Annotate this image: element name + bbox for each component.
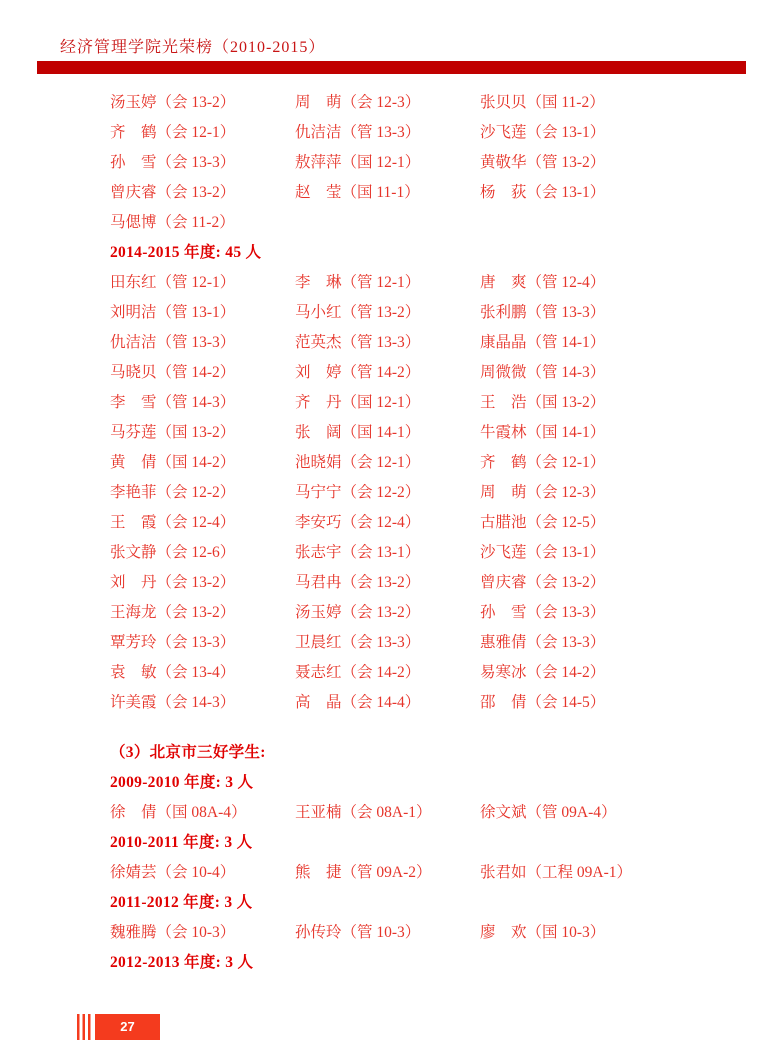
name-entry: 卫晨红（会 13-3）: [295, 634, 421, 651]
name-entry: 杨 荻（会 13-1）: [480, 184, 606, 201]
section-heading-row: [110, 888, 750, 918]
name-entry: 齐 鹤（会 12-1）: [480, 454, 606, 471]
section-heading-row: [110, 948, 750, 978]
name-list-row: [110, 508, 750, 538]
name-entry: 马芬莲（国 13-2）: [110, 424, 236, 441]
name-entry: 沙飞莲（会 13-1）: [480, 124, 606, 141]
name-entry: 张利鹏（管 13-3）: [480, 304, 606, 321]
name-entry: 徐婧芸（会 10-4）: [110, 864, 236, 881]
name-entry: 刘 婷（管 14-2）: [295, 364, 421, 381]
section-heading: 2014-2015 年度: 45 人: [110, 244, 262, 261]
name-entry: 刘 丹（会 13-2）: [110, 574, 236, 591]
name-entry: 周 萌（会 12-3）: [480, 484, 606, 501]
name-entry: 康晶晶（管 14-1）: [480, 334, 606, 351]
name-entry: 沙飞莲（会 13-1）: [480, 544, 606, 561]
name-list-row: [110, 88, 750, 118]
name-entry: 马宁宁（会 12-2）: [295, 484, 421, 501]
name-list-row: [110, 118, 750, 148]
name-entry: 王 浩（国 13-2）: [480, 394, 606, 411]
name-entry: 王 霞（会 12-4）: [110, 514, 236, 531]
name-list-row: [110, 208, 750, 238]
name-entry: 覃芳玲（会 13-3）: [110, 634, 236, 651]
name-entry: 仇洁洁（管 13-3）: [110, 334, 236, 351]
name-entry: 张贝贝（国 11-2）: [480, 94, 605, 111]
name-list-row: [110, 418, 750, 448]
name-list-row: [110, 148, 750, 178]
name-entry: 廖 欢（国 10-3）: [480, 924, 606, 941]
name-list-row: [110, 388, 750, 418]
name-entry: 马偲博（会 11-2）: [110, 214, 235, 231]
name-entry: 高 晶（会 14-4）: [295, 694, 421, 711]
section-heading: 2011-2012 年度: 3 人: [110, 894, 253, 911]
name-entry: 齐 鹤（会 12-1）: [110, 124, 236, 141]
name-list-row: [110, 688, 750, 718]
name-entry: 李安巧（会 12-4）: [295, 514, 421, 531]
name-entry: 孙 雪（会 13-3）: [110, 154, 236, 171]
name-entry: 聂志红（会 14-2）: [295, 664, 421, 681]
name-entry: 张 阔（国 14-1）: [295, 424, 421, 441]
name-entry: 惠雅倩（会 13-3）: [480, 634, 606, 651]
name-entry: 魏雅腾（会 10-3）: [110, 924, 236, 941]
name-list-row: [110, 798, 750, 828]
name-entry: 邵 倩（会 14-5）: [480, 694, 606, 711]
name-entry: 李 雪（管 14-3）: [110, 394, 236, 411]
name-entry: 孙传玲（管 10-3）: [295, 924, 421, 941]
name-entry: 孙 雪（会 13-3）: [480, 604, 606, 621]
section-heading-row: [110, 738, 750, 768]
name-entry: 王亚楠（会 08A-1）: [295, 804, 432, 821]
name-entry: 易寒冰（会 14-2）: [480, 664, 606, 681]
page-title: 经济管理学院光荣榜（2010-2015）: [60, 39, 326, 56]
section-heading: 2010-2011 年度: 3 人: [110, 834, 253, 851]
name-list-row: [110, 268, 750, 298]
name-entry: 牛霞林（国 14-1）: [480, 424, 606, 441]
name-list-row: [110, 628, 750, 658]
name-entry: 曾庆睿（会 13-2）: [110, 184, 236, 201]
name-entry: 张君如（工程 09A-1）: [480, 864, 632, 881]
name-entry: 汤玉婷（会 13-2）: [110, 94, 236, 111]
name-entry: 敖萍萍（国 12-1）: [295, 154, 421, 171]
name-entry: 汤玉婷（会 13-2）: [295, 604, 421, 621]
name-list-row: [110, 478, 750, 508]
name-entry: 田东红（管 12-1）: [110, 274, 236, 291]
name-list-row: [110, 658, 750, 688]
content-area: [110, 88, 750, 978]
page-number-badge: 27: [95, 1014, 160, 1040]
name-entry: 张志宇（会 13-1）: [295, 544, 421, 561]
name-entry: 刘明洁（管 13-1）: [110, 304, 236, 321]
name-list-row: [110, 178, 750, 208]
name-entry: 黄 倩（国 14-2）: [110, 454, 236, 471]
name-entry: 李 琳（管 12-1）: [295, 274, 421, 291]
name-entry: 仇洁洁（管 13-3）: [295, 124, 421, 141]
name-entry: 许美霞（会 14-3）: [110, 694, 236, 711]
name-entry: 王海龙（会 13-2）: [110, 604, 236, 621]
footer-stripes-icon: [77, 1014, 92, 1040]
name-entry: 古腊池（会 12-5）: [480, 514, 606, 531]
name-entry: 熊 捷（管 09A-2）: [295, 864, 432, 881]
name-entry: 李艳菲（会 12-2）: [110, 484, 236, 501]
name-entry: 张文静（会 12-6）: [110, 544, 236, 561]
name-entry: 周微微（管 14-3）: [480, 364, 606, 381]
name-entry: 范英杰（管 13-3）: [295, 334, 421, 351]
name-list-row: [110, 328, 750, 358]
header-divider-bar: [37, 61, 746, 74]
section-heading: 2012-2013 年度: 3 人: [110, 954, 254, 971]
name-list-row: [110, 448, 750, 478]
name-entry: 马小红（管 13-2）: [295, 304, 421, 321]
name-entry: 周 萌（会 12-3）: [295, 94, 421, 111]
name-entry: 曾庆睿（会 13-2）: [480, 574, 606, 591]
name-list-row: [110, 568, 750, 598]
name-entry: 徐文斌（管 09A-4）: [480, 804, 617, 821]
section-heading-row: [110, 828, 750, 858]
name-list-row: [110, 358, 750, 388]
name-entry: 池晓娟（会 12-1）: [295, 454, 421, 471]
name-list-row: [110, 858, 750, 888]
name-entry: 黄敬华（管 13-2）: [480, 154, 606, 171]
name-entry: 马晓贝（管 14-2）: [110, 364, 236, 381]
name-list-row: [110, 598, 750, 628]
name-list-row: [110, 538, 750, 568]
section-heading-row: [110, 238, 750, 268]
section-heading: 2009-2010 年度: 3 人: [110, 774, 254, 791]
section-heading-row: [110, 768, 750, 798]
name-entry: 袁 敏（会 13-4）: [110, 664, 236, 681]
name-entry: 徐 倩（国 08A-4）: [110, 804, 247, 821]
name-entry: 马君冉（会 13-2）: [295, 574, 421, 591]
name-entry: 齐 丹（国 12-1）: [295, 394, 421, 411]
name-list-row: [110, 918, 750, 948]
name-entry: 赵 莹（国 11-1）: [295, 184, 420, 201]
section-heading: （3）北京市三好学生:: [110, 744, 266, 761]
name-list-row: [110, 298, 750, 328]
name-entry: 唐 爽（管 12-4）: [480, 274, 606, 291]
